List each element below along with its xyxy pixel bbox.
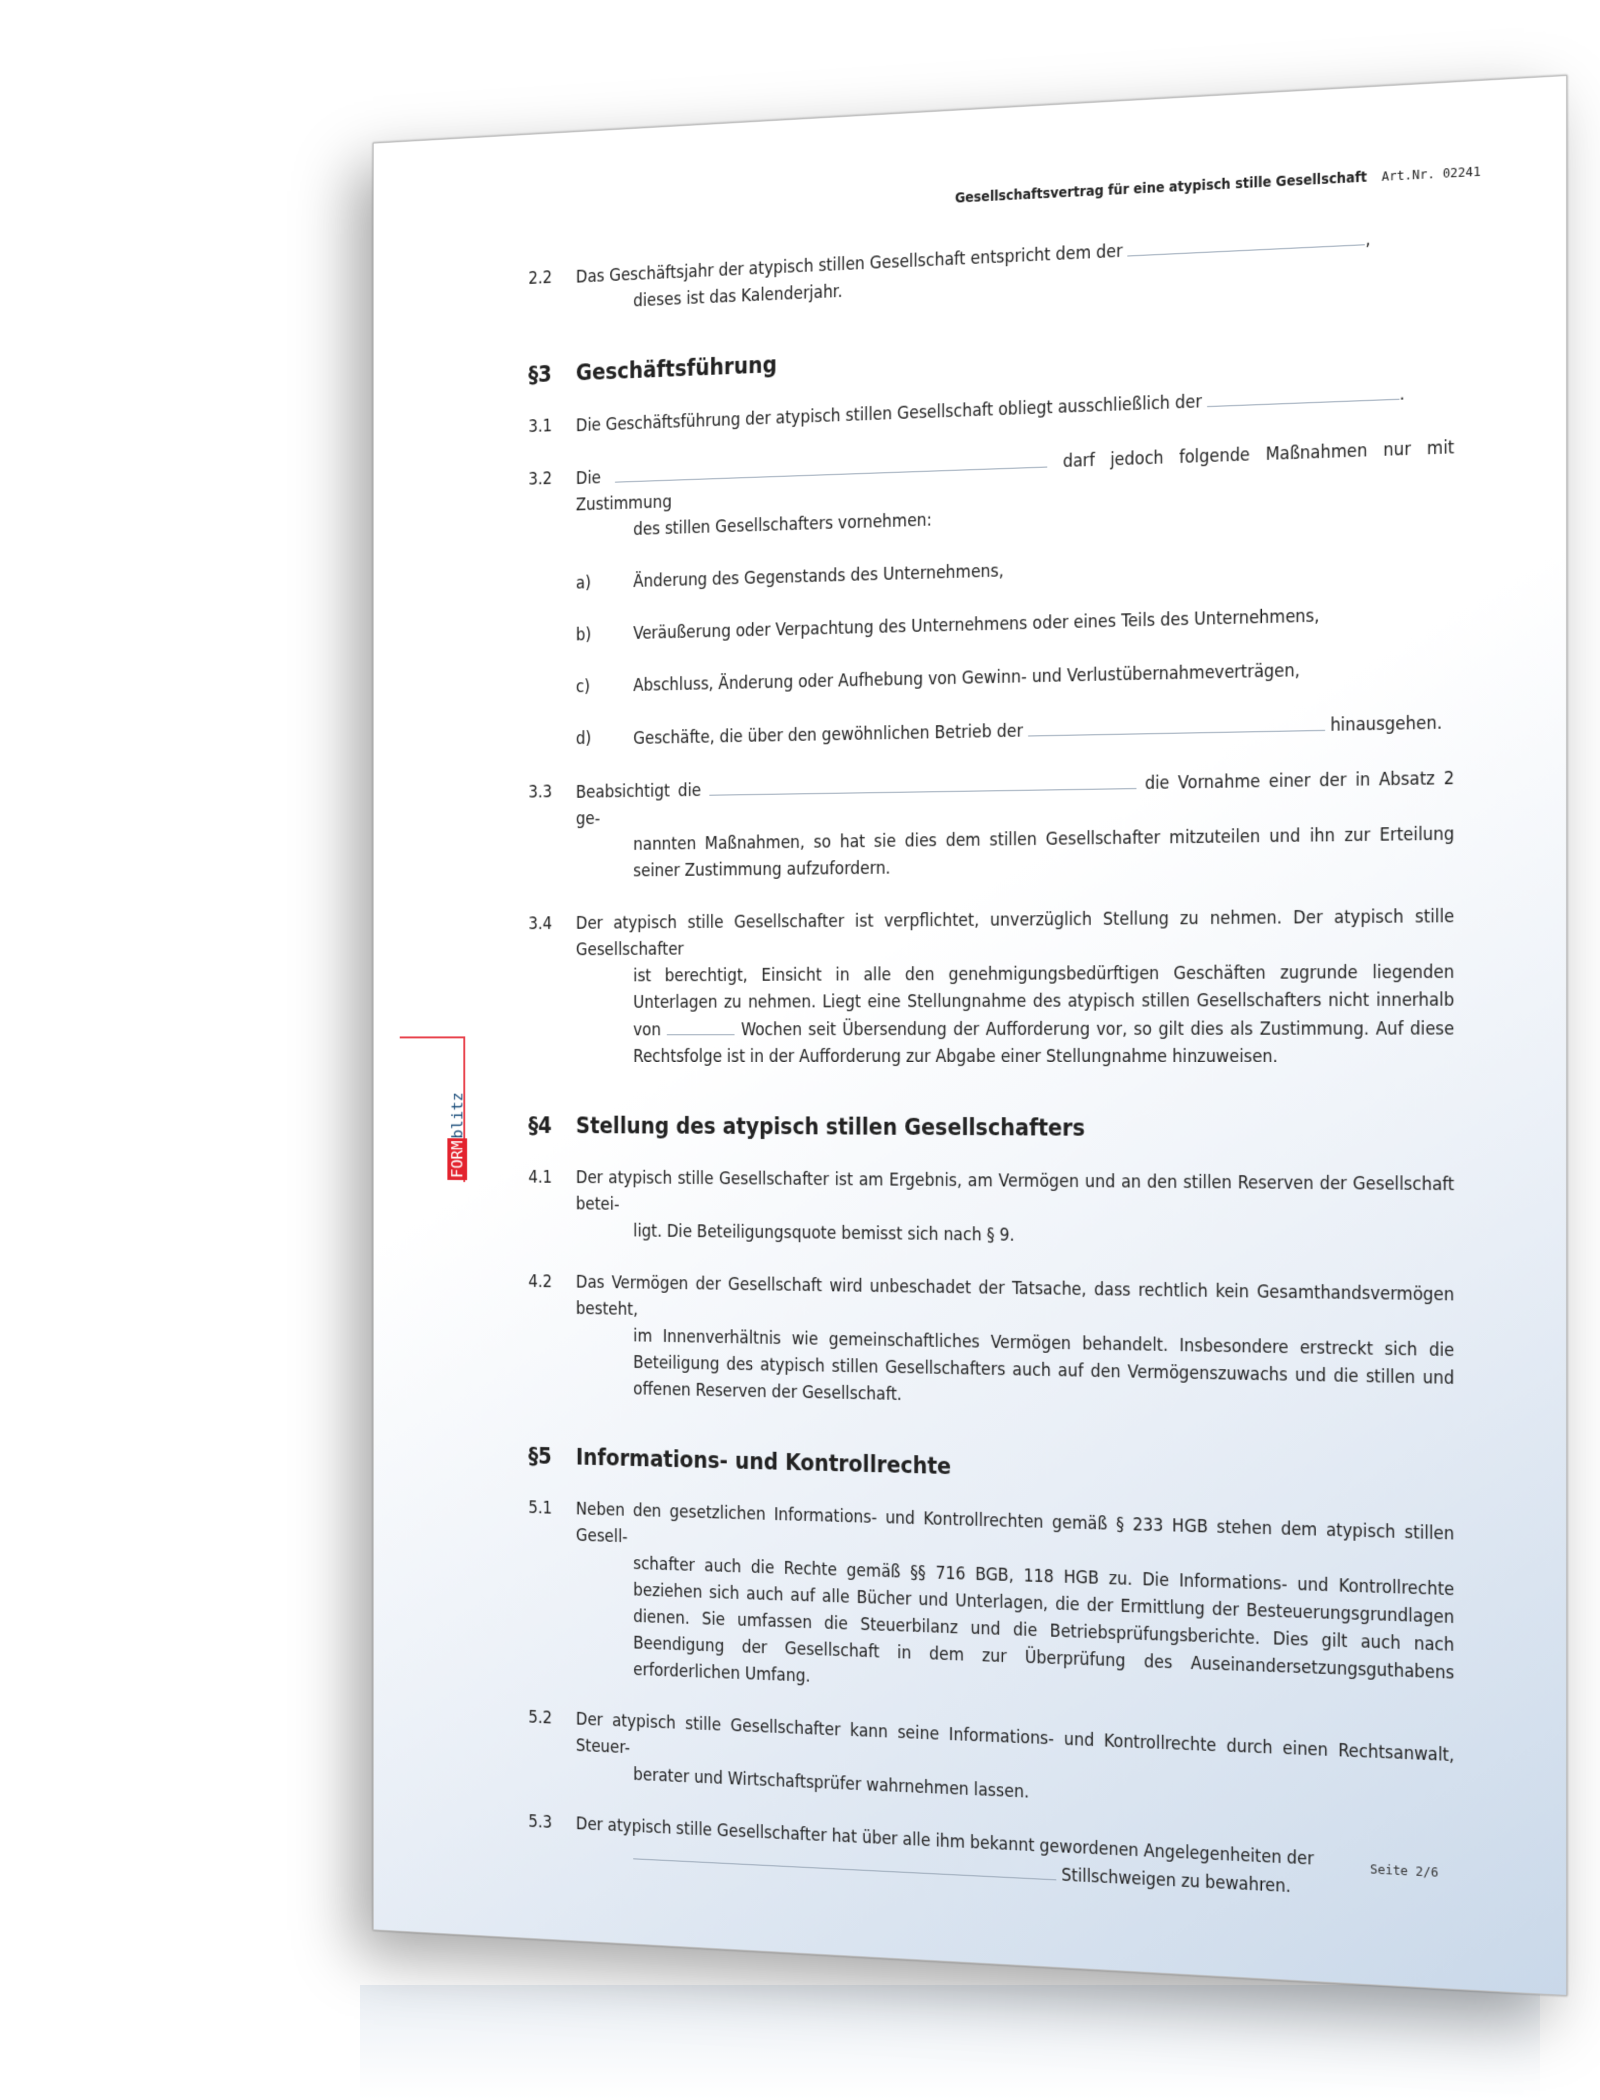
section-heading-4 — [528, 1113, 1454, 1144]
clause-3-3 — [528, 765, 1454, 887]
section-number: §3 — [528, 361, 552, 389]
clause-text: des stillen Gesellschafters vornehmen: — [633, 510, 932, 540]
clause-number: 3.3 — [528, 782, 553, 803]
clause-3-2 — [528, 434, 1454, 547]
list-item-d — [576, 709, 1454, 754]
clause-text: Die Geschäftsführung der atypisch stillen Gesellschaft obliegt ausschließlich der — [575, 392, 1202, 437]
list-letter: d) — [575, 729, 592, 749]
document-page — [373, 75, 1568, 1996]
document-body — [528, 221, 1454, 1936]
clause-5-3 — [528, 1809, 1454, 1909]
list-text: hinausgehen. — [1330, 713, 1443, 736]
punct: . — [1399, 384, 1405, 405]
clause-text: ist berechtigt, Einsicht in alle den genehmigungsbedürftigen Geschäften zugrunde liegenden Unterlagen zu nehmen. Liegt eine Stellungnahme des atypisch stillen Gesellschafters nicht innerhalb von — [633, 962, 1455, 1041]
list-text: Abschluss, Änderung oder Aufhebung von Gewinn- und Verlustübernahmeverträgen, — [633, 660, 1300, 696]
clause-text: im Innenverhältnis wie gemeinschaftliches Vermögen behandelt. Insbesondere erstreckt sich die Beteiligung des atypisch stillen Gesellschafters auch auf den Vermögenszuwachs und die stillen und offenen Reserven der Gesellschaft. — [633, 1326, 1455, 1405]
fill-in-blank[interactable] — [1028, 711, 1325, 736]
clause-text: Der atypisch stille Gesellschafter ist am Ergebnis, am Vermögen und an den stillen Reserven der Gesellschaft betei- — [575, 1168, 1455, 1215]
clause-text: Wochen seit Übersendung der Aufforderung vor, so gilt dies als Zustimmung. Auf diese Rechtsfolge ist in der Aufforderung zur Abgabe einer Stellungnahme hinzuweisen. — [633, 1019, 1455, 1068]
clause-2-2 — [528, 221, 1454, 320]
clause-4-2 — [528, 1269, 1454, 1421]
article-number: Art.Nr. 02241 — [1381, 164, 1481, 184]
clause-text: Der atypisch stille Gesellschafter ist verpflichtet, unverzüglich Stellung zu nehmen. Der atypisch stille Gesellschafter — [575, 906, 1455, 961]
clause-4-1 — [528, 1165, 1454, 1255]
clause-text: dieses ist das Kalenderjahr. — [633, 281, 843, 312]
list-letter: b) — [575, 625, 592, 646]
list-item-b — [576, 600, 1454, 650]
clause-number: 5.1 — [528, 1498, 553, 1519]
fill-in-blank[interactable] — [709, 770, 1136, 796]
list-text: Geschäfte, die über den gewöhnlichen Betrieb der — [633, 721, 1023, 749]
list-item-a — [576, 545, 1454, 597]
clause-text: die Vornahme einer der in Absatz 2 ge- — [575, 768, 1455, 830]
clause-text: schafter auch die Rechte gemäß §§ 716 BGB, 118 HGB zu. Die Informations- und Kontrollrechte beziehen sich auch auf alle Bücher und Unterlagen, die der Ermittlung der Besteuerungsgrundlagen dienen. Sie umfassen die Steuerbilanz und die Betriebsprüfungsberichte. Dies gilt auch nach Beendigung der Gesellschaft in dem zur Überprüfung des Auseinandersetzungsguthabens erforderlichen Umfang. — [633, 1554, 1455, 1687]
logo-blitz: blitz — [448, 1091, 467, 1139]
clause-number: 3.2 — [528, 469, 553, 490]
clause-5-2 — [528, 1705, 1454, 1826]
clause-text: Das Geschäftsjahr der atypisch stillen Gesellschaft entspricht dem der — [575, 241, 1123, 288]
section-heading-3 — [528, 323, 1454, 389]
fill-in-blank[interactable] — [615, 448, 1047, 482]
list-text: Veräußerung oder Verpachtung des Unternehmens oder eines Teils des Unternehmens, — [633, 606, 1320, 644]
document-title: Gesellschaftsvertrag für eine atypisch stille Gesellschaft — [954, 169, 1368, 207]
clause-text: berater und Wirtschaftsprüfer wahrnehmen lassen. — [633, 1765, 1030, 1803]
clause-text: Stillschweigen zu bewahren. — [1061, 1865, 1291, 1898]
list-text: Änderung des Gegenstands des Unternehmens, — [633, 561, 1004, 592]
section-title: Geschäftsführung — [575, 352, 777, 387]
clause-text: Der atypisch stille Gesellschafter hat über alle ihm bekannt gewordenen Angelegenheiten der — [575, 1814, 1314, 1870]
list-letter: c) — [575, 677, 590, 698]
clause-number: 4.1 — [528, 1167, 553, 1188]
formblitz-logo — [428, 1036, 465, 1182]
clause-text: ligt. Die Beteiligungsquote bemisst sich nach § 9. — [633, 1221, 1015, 1246]
clause-text: Neben den gesetzlichen Informations- und Kontrollrechten gemäß § 233 HGB stehen dem atypisch stillen Gesell- — [575, 1499, 1455, 1548]
clause-text: Das Vermögen der Gesellschaft wird unbeschadet der Tatsache, dass rechtlich kein Gesamthandsvermögen besteht, — [575, 1272, 1455, 1320]
fill-in-blank[interactable] — [667, 1016, 735, 1035]
fill-in-blank[interactable] — [1128, 226, 1366, 257]
section-title: Informations- und Kontrollrechte — [575, 1444, 952, 1481]
section-title: Stellung des atypisch stillen Gesellschafters — [575, 1113, 1086, 1142]
clause-text: Die — [575, 468, 601, 489]
section-number: §5 — [528, 1443, 552, 1470]
clause-text: darf jedoch folgende Maßnahmen nur mit Zustimmung — [575, 437, 1455, 516]
clause-5-1 — [528, 1495, 1454, 1715]
clause-number: 4.2 — [528, 1272, 553, 1293]
clause-3-1 — [528, 378, 1454, 442]
clause-number: 3.4 — [528, 914, 553, 935]
punct: , — [1365, 229, 1371, 251]
list-item-c — [576, 654, 1454, 701]
clause-text: Der atypisch stille Gesellschafter kann seine Informations- und Kontrollrechte durch einen Rechtsanwalt, Steuer- — [575, 1709, 1455, 1767]
page-number: Seite 2/6 — [1370, 1862, 1439, 1880]
clause-text: nannten Maßnahmen, so hat sie dies dem stillen Gesellschafter mitzuteilen und ihn zur Erteilung seiner Zustimmung aufzufordern. — [633, 824, 1455, 882]
clause-number: 2.2 — [528, 268, 553, 289]
running-header — [955, 163, 1481, 206]
section-number: §4 — [528, 1113, 552, 1139]
clause-number: 3.1 — [528, 416, 553, 437]
logo-form: FORM — [448, 1140, 467, 1179]
clause-text: Beabsichtigt die — [575, 781, 702, 803]
fill-in-blank[interactable] — [1207, 380, 1399, 407]
section-heading-5 — [528, 1444, 1454, 1494]
clause-number: 5.2 — [528, 1707, 553, 1729]
clause-number: 5.3 — [528, 1812, 553, 1833]
list-letter: a) — [575, 573, 591, 594]
clause-3-4 — [528, 904, 1454, 1072]
